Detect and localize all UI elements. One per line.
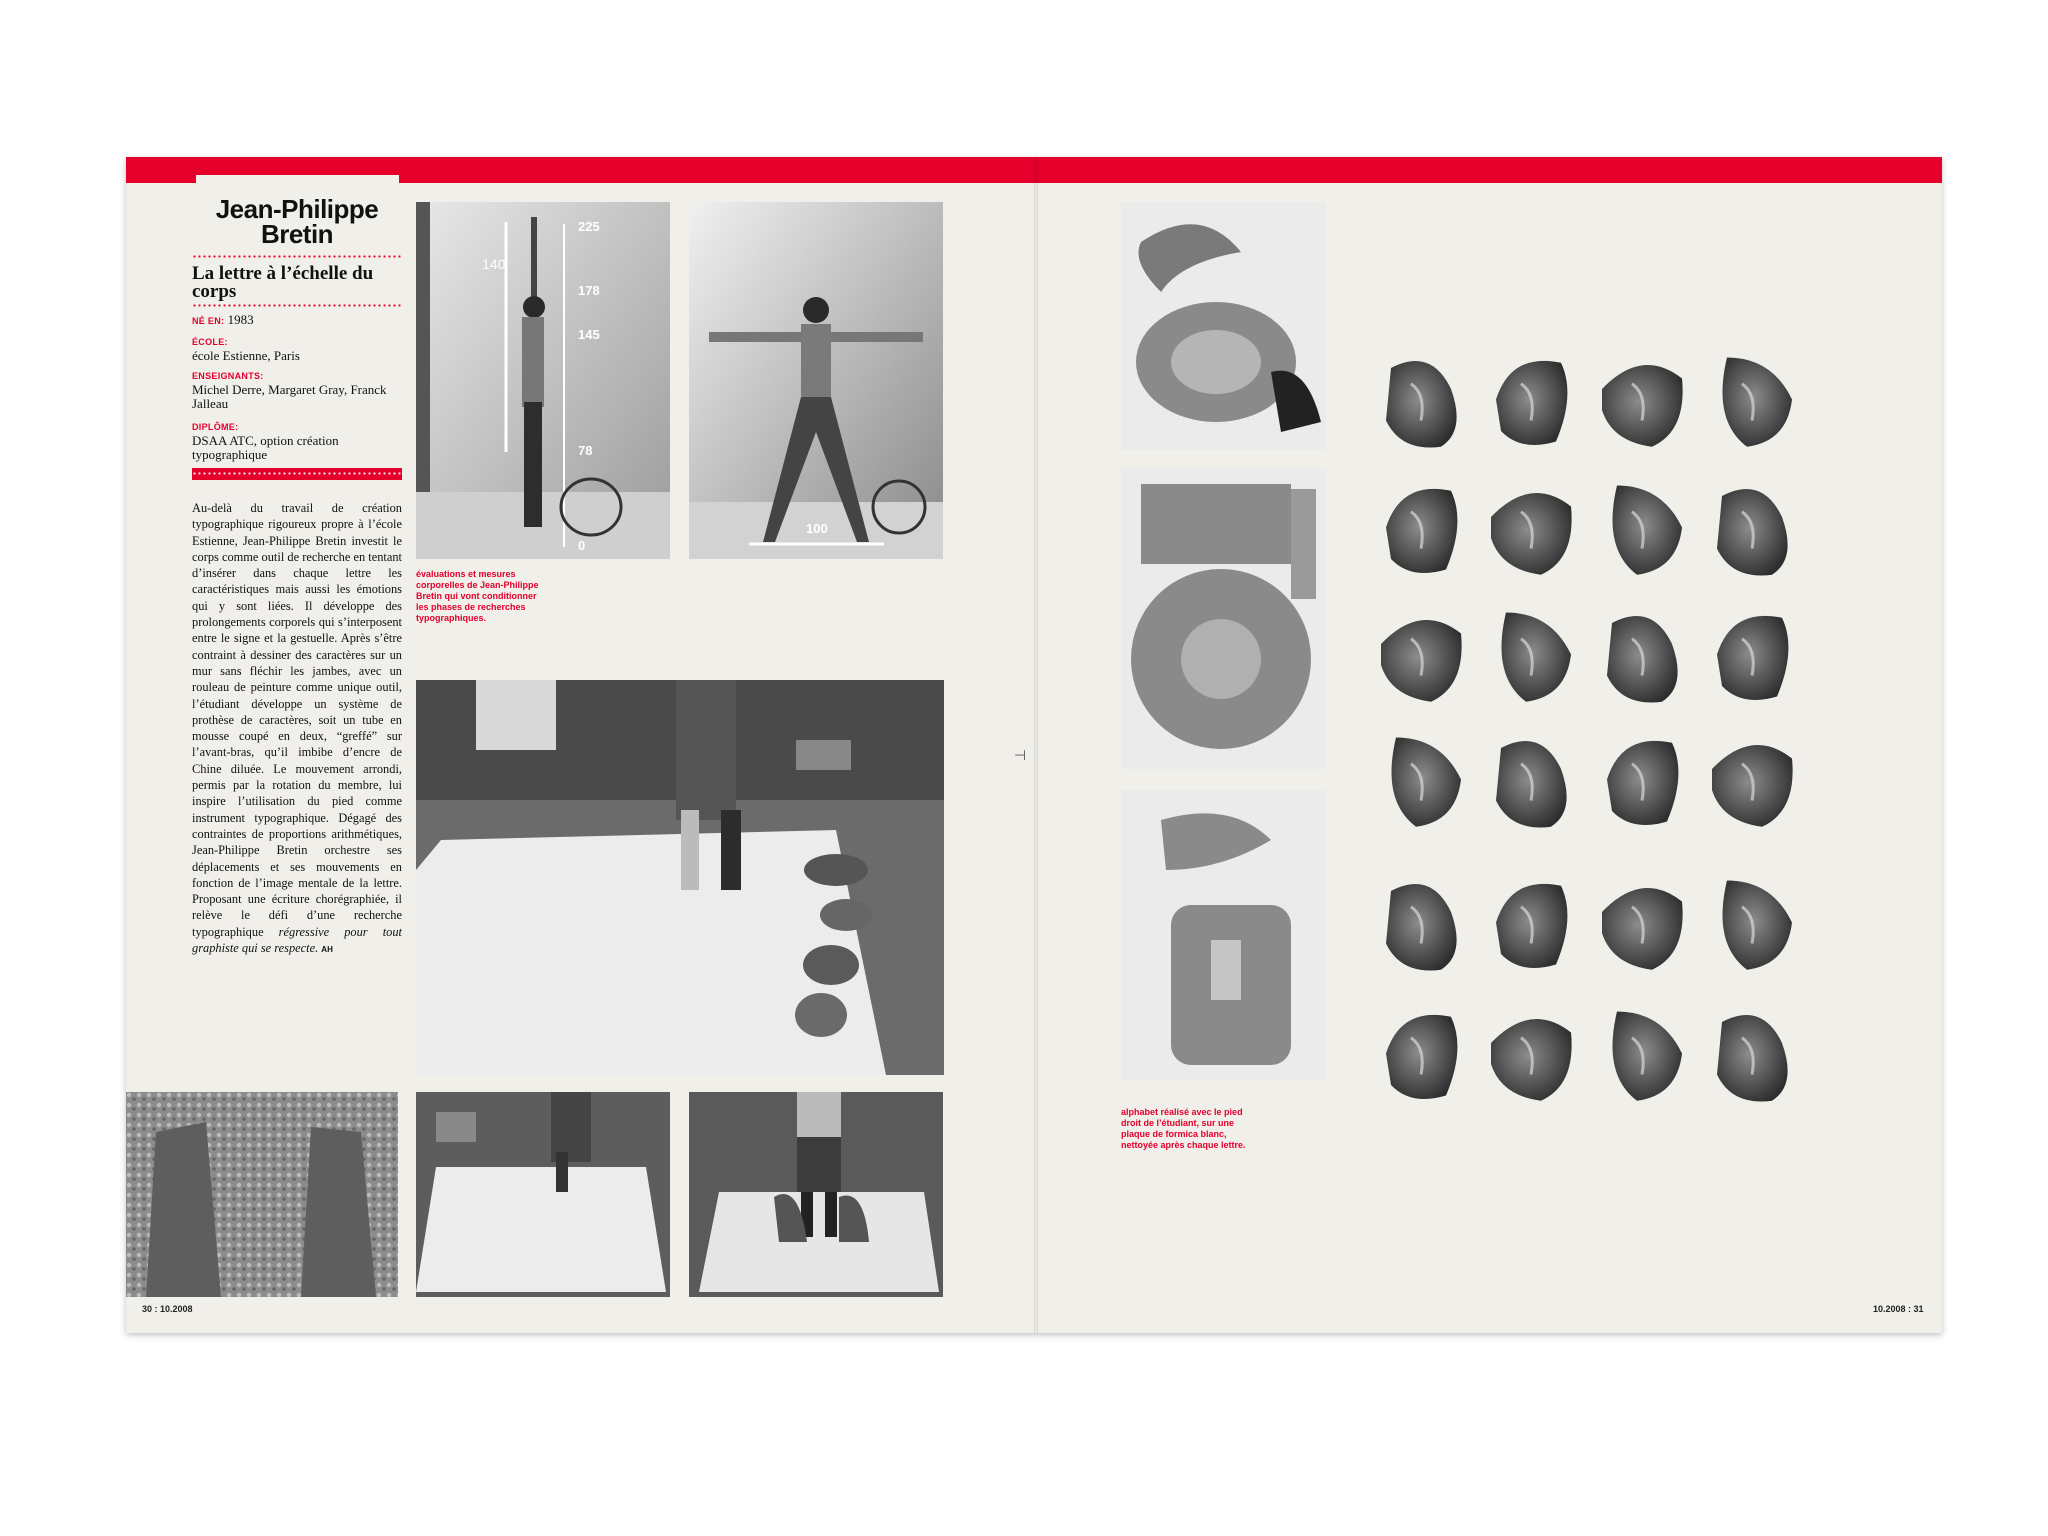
article-body: [192, 500, 402, 958]
measure-78: 78: [578, 443, 593, 458]
foot-letter-glyph: [1592, 1001, 1692, 1106]
caption-measures: évaluations et mesures corporelles de Jean-Philippe Bretin qui vont conditionner les phases de recherches typographiques.: [416, 569, 539, 623]
photo-letter-print-3: [1121, 790, 1326, 1080]
foot-letter-glyph: [1702, 1001, 1802, 1106]
foot-letter-glyph: [1592, 870, 1692, 975]
field-value: école Estienne, Paris: [192, 348, 300, 363]
foot-letter-glyph: [1371, 602, 1471, 707]
folio-right: 10.2008 : 31: [1873, 1304, 1924, 1314]
field-school: [192, 335, 402, 363]
title-tab: [196, 175, 399, 187]
photo-board-letters: [689, 1092, 943, 1297]
field-value: DSAA ATC, option création typographique: [192, 433, 339, 462]
foot-letter-glyph: [1481, 1001, 1581, 1106]
foot-letter-glyph: [1592, 475, 1692, 580]
photo-star-pose: [689, 202, 943, 559]
measure-0: 0: [578, 538, 586, 553]
foot-letter-glyph: [1481, 727, 1581, 832]
foot-letter-glyph: [1702, 475, 1802, 580]
field-birth: [192, 313, 402, 328]
dotted-rule: [192, 255, 402, 258]
foot-letter-glyph: [1481, 870, 1581, 975]
foot-letter-glyph: [1702, 347, 1802, 452]
center-fold-mark: ⊣: [1014, 748, 1027, 764]
measure-225: 225: [578, 219, 600, 234]
dotted-rule: [192, 304, 402, 307]
foot-letter-glyph: [1371, 475, 1471, 580]
foot-letter-glyph: [1592, 602, 1692, 707]
field-teachers: [192, 369, 402, 411]
foot-letter-glyph: [1371, 727, 1471, 832]
photo-working-scene: [416, 680, 944, 1075]
field-label: NÉ EN:: [192, 316, 225, 326]
body-text: Au-delà du travail de création typographique rigoureux propre à l’école Estienne, Jean-Philippe Bretin investit le corps comme outil de recherche en tentant d’insérer dans chaque lettre les caractéristiques mais aussi les émotions qui y sont liées. Il développe des prolongements corporels qui s’interposent entre le signe et la gestuelle. Après s’être contraint à dessiner des caractères sur un mur sans fléchir les jambes, avec un rouleau de peinture comme unique outil, l’étudiant développe un système de prothèse de caractères, soit un tube en mousse coupé en deux, “greffé” sur l’avant-bras, qu’il imbibe d’encre de Chine diluée. Le mouvement arrondi, permis par la rotation du membre, lui inspire l’utilisation du pied comme instrument typographique. Dégagé des contraintes de proportions arithmétiques, Jean-Philippe Bretin orchestre ses déplacements et ses mouvements en fonction de l’image mentale de la lettre. Proposant une écriture chorégraphiée, il relève le défi d’une recherche typographique: [192, 501, 402, 939]
foot-letter-glyph: [1592, 347, 1692, 452]
field-label: DIPLÔME:: [192, 422, 239, 432]
photo-board-walk: [416, 1092, 670, 1297]
field-diploma: [192, 420, 402, 462]
field-label: ÉCOLE:: [192, 337, 228, 347]
foot-letter-glyph: [1371, 347, 1471, 452]
caption-alphabet: alphabet réalisé avec le pied droit de l’étudiant, sur une plaque de formica blanc, nettoyée après chaque lettre.: [1121, 1107, 1246, 1150]
folio-left: 30 : 10.2008: [142, 1304, 193, 1314]
foot-letter-glyph: [1371, 870, 1471, 975]
dotted-rule: [192, 472, 402, 475]
photo-letter-print-2: [1121, 469, 1326, 769]
field-label: ENSEIGNANTS:: [192, 371, 264, 381]
field-value: 1983: [227, 312, 254, 327]
spine-gutter: [1034, 157, 1038, 1333]
foot-letter-glyph: [1481, 475, 1581, 580]
field-value: Michel Derre, Margaret Gray, Franck Jalleau: [192, 382, 387, 411]
foot-letter-glyph: [1592, 727, 1692, 832]
span-label: 100: [806, 521, 828, 536]
body-italic: régressive pour tout graphiste qui se respecte.: [192, 924, 402, 956]
measure-145: 145: [578, 327, 600, 342]
foot-letter-glyph: [1481, 602, 1581, 707]
foot-letter-glyph: [1702, 602, 1802, 707]
foot-letter-glyph: [1481, 347, 1581, 452]
measure-178: 178: [578, 283, 600, 298]
foot-letter-glyph: [1371, 1001, 1471, 1106]
photo-letter-print-1: [1121, 202, 1326, 450]
photo-feet: [126, 1092, 398, 1297]
photo-standing-measure: [416, 202, 670, 559]
foot-letter-glyph: [1702, 870, 1802, 975]
height-label: 140: [482, 256, 506, 272]
foot-letter-glyph: [1702, 727, 1802, 832]
author-name: Jean-Philippe Bretin: [215, 194, 379, 249]
article-title: La lettre à l’échelle du corps: [192, 263, 374, 302]
author-initials: AH: [321, 945, 333, 955]
magazine-spread: [126, 157, 1942, 1333]
